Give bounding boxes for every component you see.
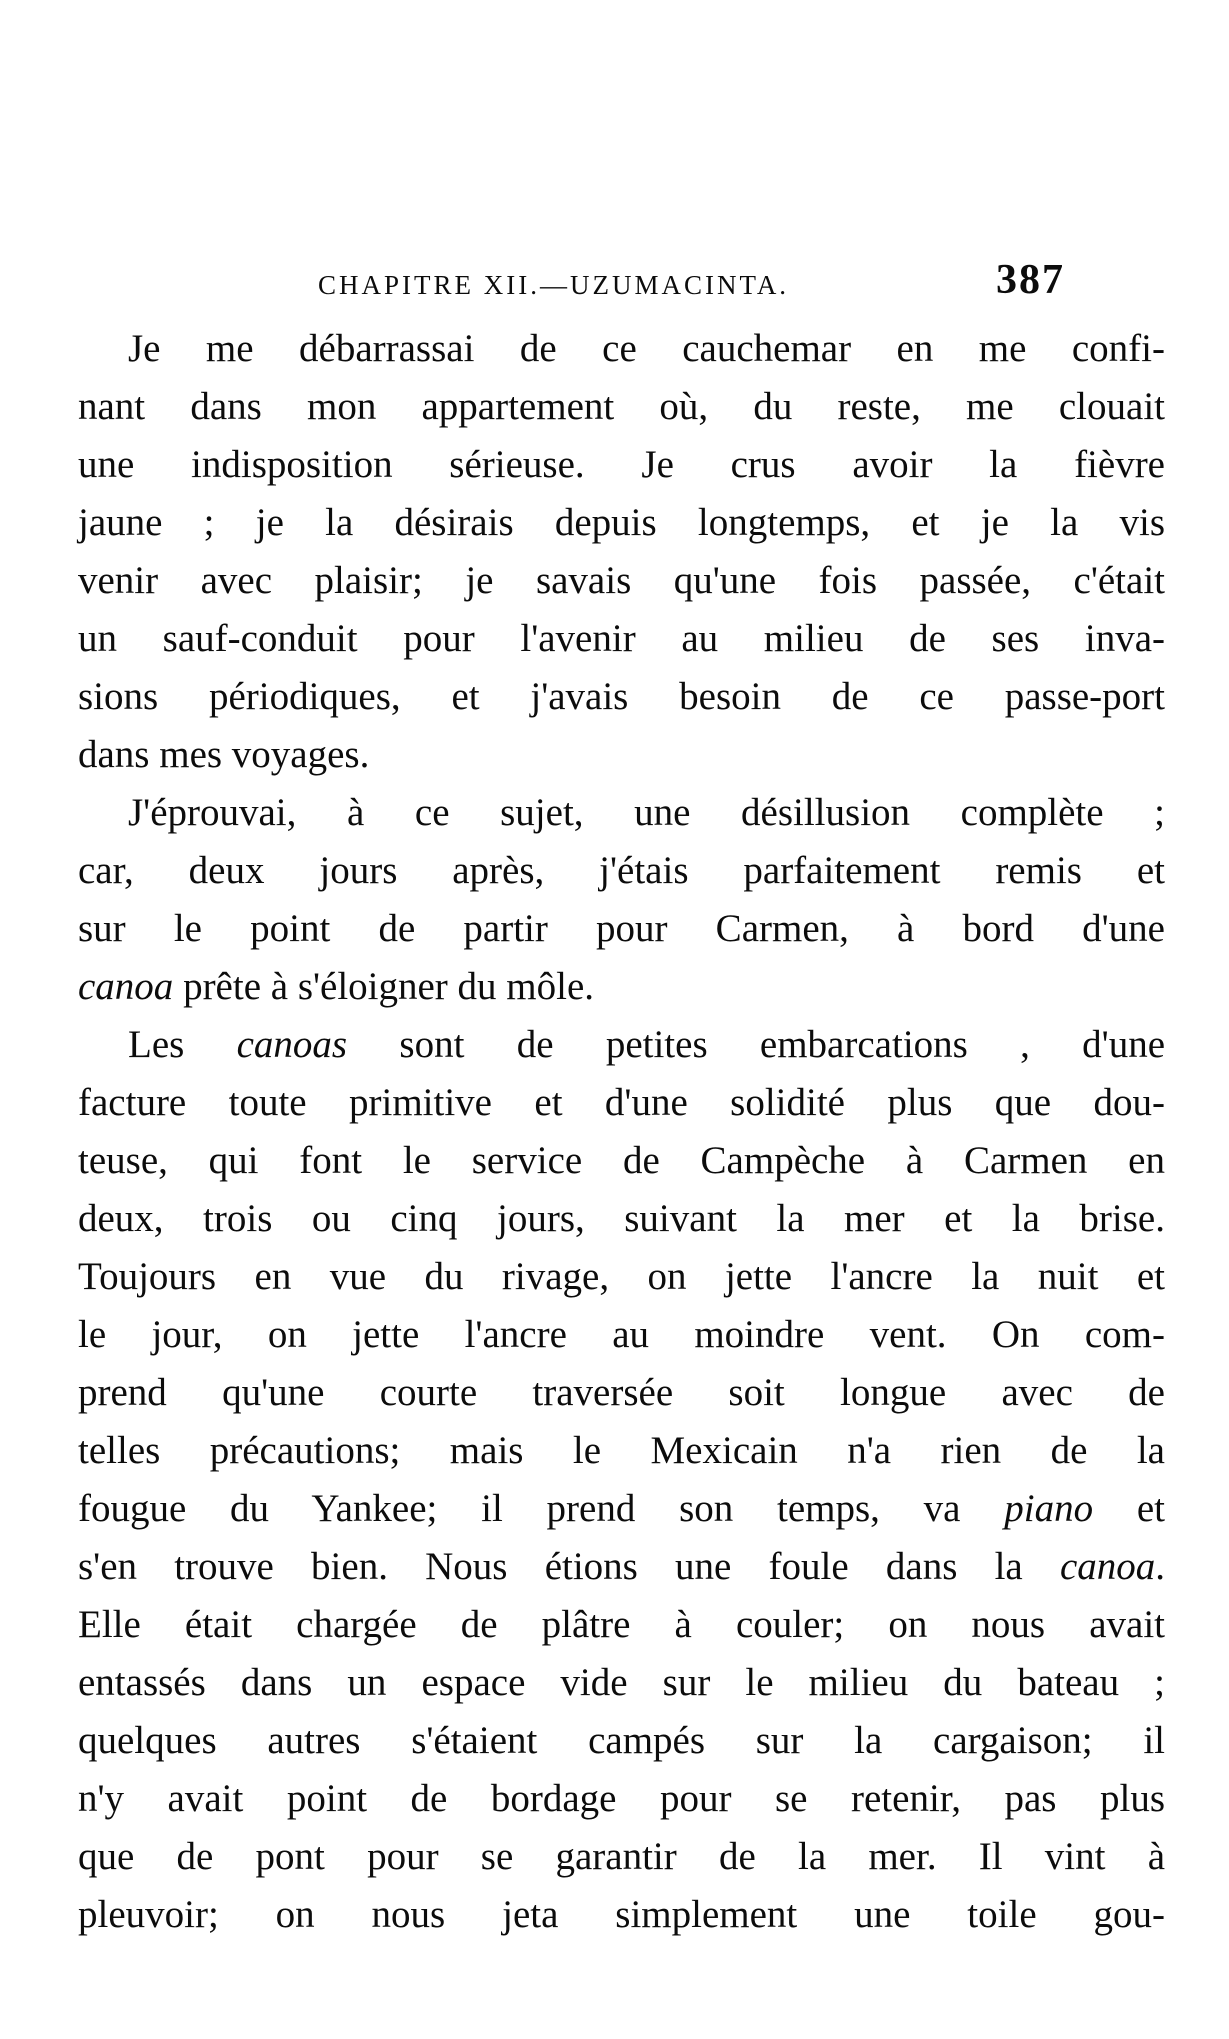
text-segment: prête à s'éloigner du môle. xyxy=(173,965,595,1008)
text-segment: Toujours en vue du rivage, on jette l'ancre la nuit et xyxy=(78,1255,1165,1298)
text-line xyxy=(78,1538,1165,1596)
body-text xyxy=(78,320,1165,1944)
text-line xyxy=(78,552,1165,610)
text-segment: facture toute primitive et d'une solidité plus que dou- xyxy=(78,1081,1165,1124)
italic-term: canoa xyxy=(1059,1545,1156,1588)
text-segment: n'y avait point de bordage pour se retenir, pas plus xyxy=(78,1777,1165,1820)
text-segment: venir avec plaisir; je savais qu'une fois passée, c'était xyxy=(78,559,1165,602)
text-segment: Elle était chargée de plâtre à couler; on nous avait xyxy=(78,1603,1165,1646)
text-segment: sions périodiques, et j'avais besoin de ce passe-port xyxy=(78,675,1165,718)
text-line xyxy=(78,668,1165,726)
text-segment: dans mes voyages. xyxy=(78,733,370,776)
text-line xyxy=(78,842,1165,900)
text-segment: quelques autres s'étaient campés sur la cargaison; il xyxy=(78,1719,1165,1762)
text-line xyxy=(78,610,1165,668)
text-line xyxy=(78,320,1165,378)
paragraph xyxy=(78,1016,1165,1944)
text-segment: car, deux jours après, j'étais parfaitement remis et xyxy=(78,849,1165,892)
text-segment: une indisposition sérieuse. Je crus avoir la fièvre xyxy=(78,443,1165,486)
text-line xyxy=(78,1480,1165,1538)
text-segment: fougue du Yankee; il prend son temps, va xyxy=(78,1487,1005,1530)
text-line xyxy=(78,494,1165,552)
text-segment: entassés dans un espace vide sur le milieu du bateau ; xyxy=(78,1661,1165,1704)
page-number: 387 xyxy=(996,257,1065,303)
chapter-title: CHAPITRE XII.—UZUMACINTA. xyxy=(318,270,790,300)
text-line xyxy=(78,1306,1165,1364)
text-segment: teuse, qui font le service de Campèche à Carmen en xyxy=(78,1139,1165,1182)
text-segment: sur le point de partir pour Carmen, à bord d'une xyxy=(78,907,1165,950)
text-line xyxy=(78,1770,1165,1828)
text-segment: nant dans mon appartement où, du reste, me clouait xyxy=(78,385,1165,428)
text-segment: Les xyxy=(128,1023,237,1066)
text-segment: deux, trois ou cinq jours, suivant la mer et la brise. xyxy=(78,1197,1165,1240)
text-segment: pleuvoir; on nous jeta simplement une toile gou- xyxy=(78,1893,1165,1936)
text-line xyxy=(78,1828,1165,1886)
text-line xyxy=(78,1596,1165,1654)
text-line xyxy=(78,1016,1165,1074)
text-line xyxy=(78,1364,1165,1422)
text-line xyxy=(78,436,1165,494)
text-line xyxy=(78,726,1165,784)
text-line xyxy=(78,1712,1165,1770)
text-line xyxy=(78,378,1165,436)
text-line xyxy=(78,1654,1165,1712)
text-segment: le jour, on jette l'ancre au moindre vent. On com- xyxy=(78,1313,1165,1356)
text-segment: J'éprouvai, à ce sujet, une désillusion complète ; xyxy=(128,791,1165,834)
text-line xyxy=(78,958,1165,1016)
text-segment: que de pont pour se garantir de la mer. Il vint à xyxy=(78,1835,1165,1878)
text-segment: prend qu'une courte traversée soit longue avec de xyxy=(78,1371,1165,1414)
italic-term: canoa xyxy=(78,965,174,1008)
text-segment: et xyxy=(1093,1487,1165,1530)
italic-term: piano xyxy=(1004,1487,1094,1530)
text-line xyxy=(78,1074,1165,1132)
text-segment: un sauf-conduit pour l'avenir au milieu de ses inva- xyxy=(78,617,1165,660)
text-line xyxy=(78,1422,1165,1480)
text-line xyxy=(78,1886,1165,1944)
text-segment: Je me débarrassai de ce cauchemar en me confi- xyxy=(128,327,1165,370)
running-head xyxy=(78,257,1165,316)
text-segment: telles précautions; mais le Mexicain n'a rien de la xyxy=(78,1429,1165,1472)
text-line xyxy=(78,1132,1165,1190)
text-line xyxy=(78,1248,1165,1306)
text-segment: s'en trouve bien. Nous étions une foule dans la xyxy=(78,1545,1060,1588)
text-line xyxy=(78,900,1165,958)
text-segment: sont de petites embarcations , d'une xyxy=(347,1023,1166,1066)
text-segment: jaune ; je la désirais depuis longtemps, et je la vis xyxy=(78,501,1165,544)
text-line xyxy=(78,784,1165,842)
paragraph xyxy=(78,320,1165,784)
paragraph xyxy=(78,784,1165,1016)
italic-term: canoas xyxy=(236,1023,348,1066)
text-segment: . xyxy=(1155,1545,1165,1588)
text-line xyxy=(78,1190,1165,1248)
